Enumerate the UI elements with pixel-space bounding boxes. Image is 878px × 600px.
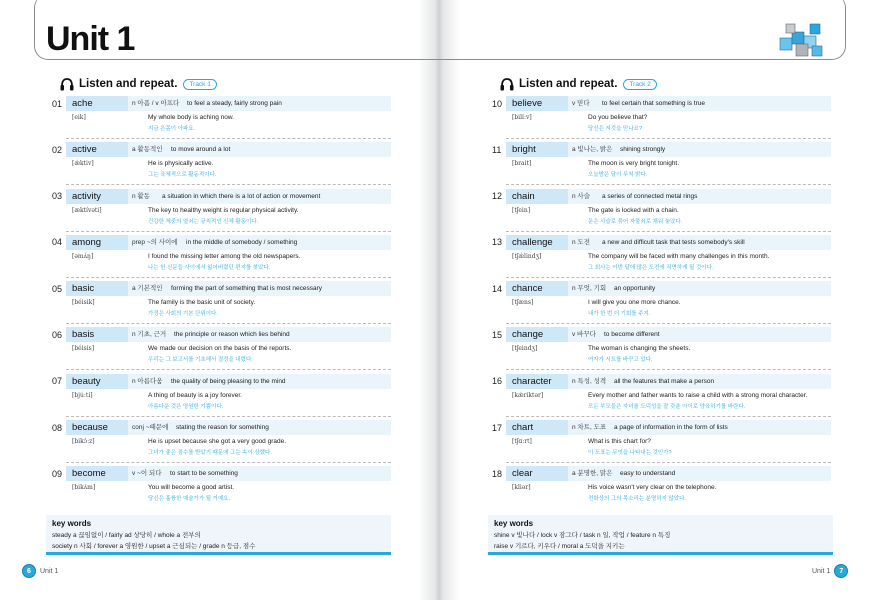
definition: to feel a steady, fairly strong pain <box>187 100 282 107</box>
example-sentence: The family is the basic unit of society. <box>148 299 256 307</box>
part-of-speech: prep ~의 사이에 <box>132 238 178 246</box>
headword[interactable]: active <box>66 142 128 157</box>
example-sentence: He is upset because she got a very good grade. <box>148 438 287 446</box>
example-translation: 모든 부모들은 자녀를 도덕성을 잘 갖춘 아이로 양육하기를 바란다. <box>588 403 746 410</box>
entry-head <box>52 420 392 435</box>
vocab-entry <box>492 327 832 373</box>
example-translation: 내가 한 번 더 기회를 주지. <box>588 311 651 318</box>
entry-head <box>52 281 392 296</box>
vocab-entry <box>492 374 832 420</box>
part-of-speech: n 기초, 근거 <box>132 331 167 339</box>
pronunciation: [béisik] <box>72 299 95 307</box>
divider <box>66 138 391 139</box>
vocab-entry <box>492 189 832 235</box>
entry-number: 08 <box>52 422 63 433</box>
headword[interactable]: beauty <box>66 374 128 389</box>
key-words-box <box>46 515 391 555</box>
part-of-speech: a 빛나는, 밝은 <box>572 146 613 154</box>
part-of-speech: n 사슬 <box>572 192 590 200</box>
example-translation: 당신은 저것을 믿나요? <box>588 126 642 132</box>
example-sentence: I found the missing letter among the old newspapers. <box>148 252 301 260</box>
vocab-entry <box>52 281 392 327</box>
entry-head <box>52 374 392 389</box>
definition: all the features that make a person <box>614 377 715 385</box>
definition: an opportunity <box>614 285 656 293</box>
headphone-icon[interactable] <box>500 78 514 91</box>
example-translation: 나는 헌 신문들 사이에서 잃어버렸던 편지를 찾았다. <box>148 264 271 271</box>
part-of-speech: n 아픔 / v 아프다 <box>132 100 180 107</box>
vocab-entry <box>492 235 832 281</box>
entry-head <box>52 327 392 342</box>
example-sentence: He is physically active. <box>148 160 214 168</box>
pronunciation: [kǽriktər] <box>512 391 544 399</box>
part-of-speech: conj ~때문에 <box>132 424 169 432</box>
vocab-entry <box>52 235 392 281</box>
pronunciation: [béisis] <box>72 345 95 353</box>
entry-number: 06 <box>52 329 63 340</box>
example-translation: 그녀가 좋은 점수를 받았기 때문에 그는 속이 상했다. <box>148 450 272 457</box>
example-translation: 당신은 훌륭한 예술가가 될 거예요. <box>148 496 231 503</box>
pronunciation: [kliər] <box>512 484 531 492</box>
pronunciation: [eik] <box>72 114 86 121</box>
headword[interactable]: character <box>506 374 568 389</box>
entry-number: 10 <box>492 98 503 109</box>
definition: a new and difficult task that tests somebody's skill <box>602 238 745 246</box>
key-words-box <box>488 515 833 555</box>
definition: to start to be something <box>170 470 238 478</box>
divider <box>66 231 391 232</box>
entry-head <box>52 96 392 111</box>
cubes-illustration <box>776 16 826 58</box>
headword[interactable]: chance <box>506 281 568 296</box>
example-sentence: My whole body is aching now. <box>148 114 234 121</box>
definition: to become different <box>604 331 660 339</box>
page-number: 6 <box>22 564 36 578</box>
page-footer-right <box>812 564 848 578</box>
headword[interactable]: among <box>66 235 128 250</box>
entry-head <box>52 142 392 157</box>
vocab-entry <box>492 466 832 512</box>
example-translation: 문은 사슬로 묶어 자물쇠로 채워 놓았다. <box>588 218 683 225</box>
entry-number: 01 <box>52 98 63 109</box>
headword[interactable]: activity <box>66 189 128 204</box>
part-of-speech: n 차트, 도표 <box>572 424 607 432</box>
pronunciation: [bilíːv] <box>512 114 532 121</box>
unit-title: Unit 1 <box>46 20 135 58</box>
headword[interactable]: chart <box>506 420 568 435</box>
entry-number: 04 <box>52 237 63 248</box>
entry-head <box>52 235 392 250</box>
example-translation: 여자가 시트를 바꾸고 있다. <box>588 357 653 364</box>
headword[interactable]: bright <box>506 142 568 157</box>
divider <box>66 184 391 185</box>
section-header <box>60 76 392 92</box>
entry-number: 02 <box>52 144 63 155</box>
example-translation: 그 회사는 이번 달에 많은 도전에 직면하게 될 것이다. <box>588 264 714 271</box>
entry-number: 13 <box>492 237 503 248</box>
divider <box>506 416 831 417</box>
vocab-entry <box>492 281 832 327</box>
divider <box>506 462 831 463</box>
headword[interactable]: challenge <box>506 235 568 250</box>
definition: the principle or reason which lies behind <box>174 331 290 339</box>
vocab-entry <box>492 142 832 188</box>
divider <box>66 369 391 370</box>
vocab-entry <box>492 420 832 466</box>
divider <box>66 462 391 463</box>
definition: easy to understand <box>620 470 676 478</box>
example-sentence: What is this chart for? <box>588 438 651 446</box>
example-sentence: The key to healthy weight is regular physical activity. <box>148 206 299 214</box>
key-words-line: society n 사회 / forever a 영원한 / upset a 근심되는 / grade n 등급, 점수 <box>52 543 256 550</box>
pronunciation: [brait] <box>512 160 532 168</box>
entry-number: 15 <box>492 329 503 340</box>
vocab-entry <box>52 327 392 373</box>
page-footer-left <box>22 564 58 578</box>
example-sentence: The moon is very bright tonight. <box>588 160 680 168</box>
part-of-speech: v 바꾸다 <box>572 331 596 339</box>
part-of-speech: v 믿다 <box>572 100 590 107</box>
example-translation: 아름다운 것은 영원한 기쁨이다. <box>148 403 224 410</box>
pronunciation: [tʃein] <box>512 206 531 214</box>
section-title: Listen and repeat. <box>519 78 618 90</box>
header-frame <box>34 0 846 60</box>
right-page <box>492 76 832 513</box>
part-of-speech: n 특성, 성격 <box>572 377 607 385</box>
pronunciation: [bikɔ́ːz] <box>72 438 95 446</box>
headword[interactable]: because <box>66 420 128 435</box>
vocab-entry <box>52 420 392 466</box>
divider <box>506 323 831 324</box>
divider <box>506 184 831 185</box>
key-words-line: raise v 기르다, 키우다 / moral a 도덕을 지키는 <box>494 543 625 550</box>
pronunciation: [bikʌ́m] <box>72 484 96 492</box>
track-badge[interactable]: Track 2 <box>623 79 656 90</box>
track-badge[interactable]: Track 1 <box>183 79 216 90</box>
divider <box>506 138 831 139</box>
example-translation: 그는 육체적으로 활동적이다. <box>148 172 217 179</box>
book-gutter <box>418 0 460 600</box>
entry-number: 11 <box>492 144 502 155</box>
entry-number: 05 <box>52 283 63 294</box>
pronunciation: [bjúːti] <box>72 391 93 399</box>
example-sentence: I will give you one more chance. <box>588 299 681 307</box>
pronunciation: [əmʌ́ŋ] <box>72 252 94 260</box>
divider <box>66 416 391 417</box>
example-sentence: Every mother and father wants to raise a child with a strong moral character. <box>588 391 808 399</box>
section-header <box>500 76 832 92</box>
divider <box>506 369 831 370</box>
definition: forming the part of something that is most necessary <box>171 285 323 293</box>
headword[interactable]: ache <box>66 96 128 111</box>
part-of-speech: n 무엇, 기회 <box>572 285 607 293</box>
entry-head <box>52 466 392 481</box>
divider <box>506 231 831 232</box>
example-sentence: The gate is locked with a chain. <box>588 206 679 214</box>
entry-head <box>492 235 832 250</box>
vocab-entry <box>52 142 392 188</box>
definition: shining strongly <box>620 146 666 154</box>
entry-number: 07 <box>52 376 63 387</box>
example-sentence: The woman is changing the sheets. <box>588 345 691 353</box>
definition: to move around a lot <box>171 146 231 154</box>
key-words-title: key words <box>52 519 92 528</box>
entry-number: 03 <box>52 191 63 202</box>
entry-head <box>492 96 832 111</box>
entry-head <box>52 189 392 204</box>
definition: the quality of being pleasing to the mind <box>171 377 286 385</box>
definition: a situation in which there is a lot of action or movement <box>162 192 321 200</box>
entry-number: 09 <box>52 468 63 479</box>
definition: to feel certain that something is true <box>602 100 705 107</box>
pronunciation: [tʃæns] <box>512 299 534 307</box>
example-translation: 가정은 사회의 기본 단위이다. <box>148 311 218 318</box>
entry-head <box>492 466 832 481</box>
key-words-line: shine v 빛나다 / lock v 잠그다 / task n 일, 작업 / feature n 특징 <box>494 532 671 539</box>
entry-number: 14 <box>492 283 503 294</box>
entry-head <box>492 189 832 204</box>
example-sentence: A thing of beauty is a joy forever. <box>148 391 242 399</box>
divider <box>506 277 831 278</box>
footer-label: Unit 1 <box>40 567 59 575</box>
pronunciation: [æktívəti] <box>72 206 102 214</box>
entry-head <box>492 281 832 296</box>
part-of-speech: n 활동 <box>132 192 150 200</box>
left-page <box>52 76 392 513</box>
key-words-line: steady a 끊임없이 / fairly ad 상당히 / whole a 전부의 <box>52 532 201 539</box>
vocab-entry <box>52 189 392 235</box>
footer-label: Unit 1 <box>812 567 831 575</box>
part-of-speech: a 기본적인 <box>132 285 163 293</box>
example-sentence: You will become a good artist. <box>148 484 235 492</box>
headword[interactable]: basis <box>66 327 128 342</box>
pronunciation: [ǽktiv] <box>72 160 94 168</box>
entry-head <box>492 142 832 157</box>
example-translation: 오늘밤은 달이 무척 밝다. <box>588 172 648 179</box>
part-of-speech: v ~이 되다 <box>132 470 162 478</box>
example-translation: 전화상의 그의 목소리는 분명하지 않았다. <box>588 496 686 503</box>
example-sentence: Do you believe that? <box>588 114 648 121</box>
example-translation: 우리는 그 보고서를 기초해서 결정을 내렸다. <box>148 357 253 364</box>
headphone-icon[interactable] <box>60 78 74 91</box>
vocab-entry <box>492 96 832 142</box>
example-sentence: His voice wasn't very clear on the telephone. <box>588 484 717 492</box>
definition: a series of connected metal rings <box>602 192 698 200</box>
part-of-speech: a 분명한, 맑은 <box>572 470 613 478</box>
example-sentence: The company will be faced with many challenges in this month. <box>588 252 770 260</box>
example-translation: 지금 온몸이 아파요. <box>148 126 196 132</box>
divider <box>66 277 391 278</box>
part-of-speech: a 활동적인 <box>132 146 163 154</box>
headword[interactable]: clear <box>506 466 568 481</box>
part-of-speech: n 도전 <box>572 238 590 246</box>
key-words-title: key words <box>494 519 534 528</box>
pronunciation: [tʃɑːrt] <box>512 438 532 446</box>
headword[interactable]: chain <box>506 189 568 204</box>
headword[interactable]: become <box>66 466 128 481</box>
entry-head <box>492 420 832 435</box>
entry-number: 18 <box>492 468 503 479</box>
pronunciation: [tʃǽlindʒ] <box>512 252 542 260</box>
definition: a page of information in the form of lists <box>614 424 728 432</box>
page-number: 7 <box>834 564 848 578</box>
example-translation: 이 도표는 무엇을 나타내는 것인가? <box>588 450 672 457</box>
headword[interactable]: believe <box>506 96 568 111</box>
divider <box>66 323 391 324</box>
entry-head <box>492 327 832 342</box>
entry-number: 17 <box>492 422 503 433</box>
vocab-entry <box>52 466 392 512</box>
pronunciation: [tʃeindʒ] <box>512 345 538 353</box>
example-translation: 건강한 체중의 열쇠는 규칙적인 신체 활동이다. <box>148 218 259 225</box>
part-of-speech: n 아름다움 <box>132 377 163 385</box>
definition: stating the reason for something <box>176 424 269 432</box>
section-title: Listen and repeat. <box>79 78 178 90</box>
example-sentence: We made our decision on the basis of the reports. <box>148 345 292 353</box>
headword[interactable]: basic <box>66 281 128 296</box>
entry-number: 12 <box>492 191 503 202</box>
definition: in the middle of somebody / something <box>186 238 298 246</box>
entry-number: 16 <box>492 376 503 387</box>
vocab-entry <box>52 374 392 420</box>
vocab-entry <box>52 96 392 142</box>
entry-head <box>492 374 832 389</box>
headword[interactable]: change <box>506 327 568 342</box>
